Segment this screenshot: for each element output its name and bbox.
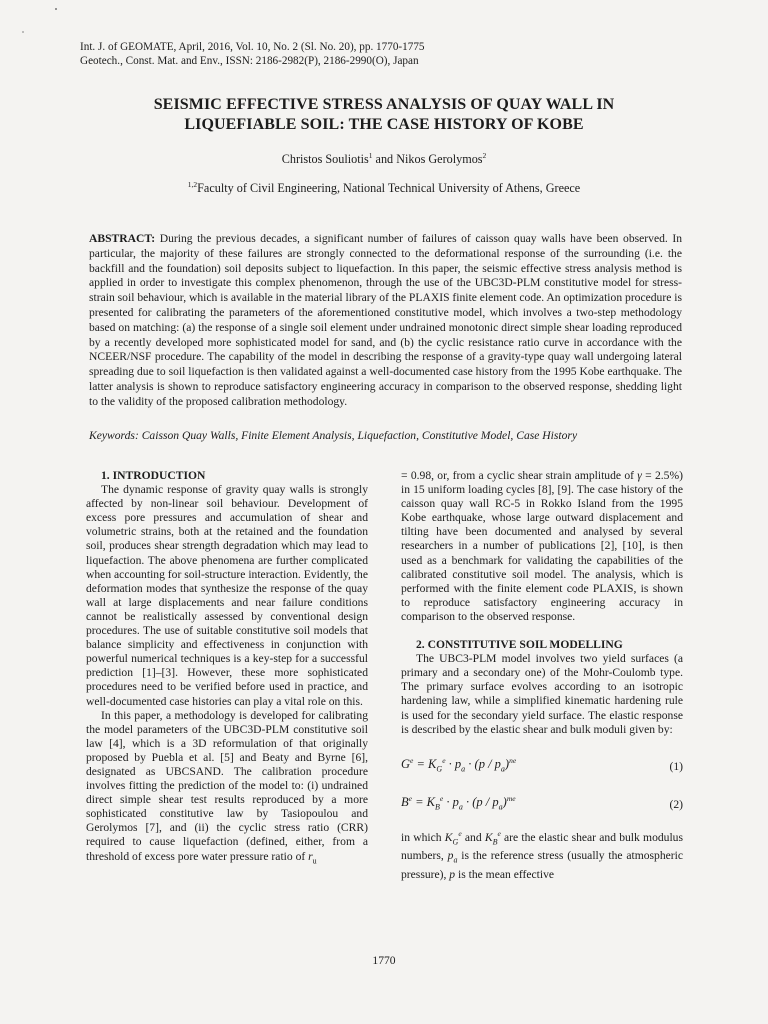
equation-2 xyxy=(401,791,683,819)
equation-2-formula: $B^e = K_B^e \cdot p_a \cdot (p / p_a)^{me}$ xyxy=(401,793,516,812)
author-superscript: 1 xyxy=(368,150,373,160)
author-name: Nikos Gerolymos xyxy=(396,152,483,166)
section-heading-constitutive-modelling: 2. CONSTITUTIVE SOIL MODELLING xyxy=(416,638,623,652)
scan-speck xyxy=(55,8,57,10)
paper-title-line1: SEISMIC EFFECTIVE STRESS ANALYSIS OF QUAY WALL IN xyxy=(153,96,615,113)
abstract xyxy=(89,232,682,410)
affiliation-text: Faculty of Civil Engineering, National Technical University of Athens, Greece xyxy=(197,181,581,195)
paper-title-line2: LIQUEFIABLE SOIL: THE CASE HISTORY OF KOBE xyxy=(184,116,584,133)
author-superscript: 2 xyxy=(482,150,487,160)
author-conjunction: and xyxy=(372,152,397,166)
abstract-text: During the previous decades, a significant number of failures of caisson quay walls have been observed. In particular, the majority of these failures are strongly connected to the deformational response of the surrounding (i.e. the backfill and the foundation) soil deposits subject to liquefaction. In this paper, the seismic effective stress analysis method is applied in order to investigate this complex phenomenon, through the use of the UBC3D-PLM constitutive model for stress-strain soil behaviour, which is available in the material library of the PLAXIS finite element code. An optimization procedure is presented for calibrating the parameters of the aforementioned constitutive model, which involves a two-step methodology based on matching: (a) the response of a single soil element under undrained monotonic direct simple shear loading reproduced by a recently developed more sophisticated model for sand, and (b) the cyclic resistance ratio curve in accordance with the NCEER/NSF procedure. The capability of the model in describing the response of a gravity-type quay wall undergoing lateral spreading due to soil liquefaction is then validated against a well-documented case history from the 1995 Kobe earthquake. The latter analysis is shown to reproduce satisfactory engineering accuracy in comparison to the observed response, shedding light to the validity of the proposed calibration methodology. xyxy=(89,232,682,408)
journal-header-line2: Geotech., Const. Mat. and Env., ISSN: 2186-2982(P), 2186-2990(O), Japan xyxy=(80,55,419,67)
introduction-paragraph: The dynamic response of gravity quay walls is strongly affected by non-linear soil behaviour. Development of excess pore pressures and accumulation of shear and volumetric strains, both at the retained and the foundation soil, produces shear strength degradation which may lead to liquefaction. The above phenomena are further complicated when accounting for soil-structure interaction. Evidently, the deformation modes that synthesize the response of the quay wall at large displacements and near failure conditions cannot be realistically assessed by conventional design procedures. The use of suitable constitutive soil models that balance simplicity and effectiveness in conjunction with powerful numerical techniques is a key-step for a successful prediction [1]–[3]. However, these more sophisticated procedures need to be verified before used in practice, and well-documented case histories can play a vital role on this. xyxy=(86,483,368,708)
journal-header-line1: Int. J. of GEOMATE, April, 2016, Vol. 10, No. 2 (Sl. No. 20), pp. 1770-1775 xyxy=(80,41,425,53)
affiliation-superscript: 1,2 xyxy=(187,179,198,189)
modelling-paragraph: The UBC3-PLM model involves two yield surfaces (a primary and a secondary one) of the Mohr-Coulomb type. The primary surface evolves according to an isotropic hardening law, while a simplified kinematic hardening rule is used for the secondary yield surface. The elastic response is described by the elastic shear and bulk moduli given by: xyxy=(401,652,683,736)
introduction-continuation xyxy=(401,469,683,624)
paragraph-text: is the mean effective xyxy=(455,867,555,881)
paragraph-text: is the reference stress (usually the atmospheric pressure), xyxy=(401,849,684,881)
pore-pressure-ratio-subscript: u xyxy=(312,855,317,865)
modelling-paragraph-continued: in which $K_G^e$ and $K_B^e$ are the elastic shear and bulk modulus numbers, $p_a$ is the reference stress (usually the atmospheric pressure), p is the mean effective xyxy=(401,828,684,881)
affiliation xyxy=(0,181,768,196)
author-line xyxy=(0,152,768,167)
shear-strain-symbol: γ xyxy=(637,469,642,482)
equation-1 xyxy=(401,753,683,781)
paragraph-text: = 2.5%) in 15 uniform loading cycles [8], [9]. The case history of the caisson quay wall RC-5 in Rokko Island from the 1995 Kobe earthquake, whose large outward displacement and tilting have been documented and analysed by several researchers in a number of publications [2], [10], is then used as a benchmark for validating the capabilities of the calibrated constitutive soil model. The analysis, which is performed with the finite element code PLAXIS, is shown to reproduce satisfactory engineering accuracy in comparison to the observed response. xyxy=(401,469,683,623)
equation-2-number: (2) xyxy=(669,797,683,811)
equation-1-formula: $G^e = K_G^e \cdot p_a \cdot (p / p_a)^{ne}$ xyxy=(401,755,517,774)
author-name: Christos Souliotis xyxy=(281,152,369,166)
page-number: 1770 xyxy=(372,954,396,967)
scan-speck xyxy=(22,31,24,33)
equation-1-number: (1) xyxy=(669,759,683,773)
left-column xyxy=(86,469,368,868)
right-column xyxy=(401,469,683,882)
paragraph-text: and xyxy=(461,830,485,844)
paragraph-text: In this paper, a methodology is developed for calibrating the model parameters of the UBC3D-PLM constitutive soil law [4], which is a 3D reformulation of that originally proposed by Puebla et al. [5] and Beaty and Byrne [6], designated as UBCSAND. The calibration procedure involves fitting the prediction of the model to: (i) undrained direct simple shear test results reproduced by a more sophisticated constitutive law by Tasiopoulou and Gerolymos [7], and (ii) the cyclic stress ratio (CRR) required to cause liquefaction (defined, either, from a threshold of excess pore water pressure ratio of xyxy=(86,708,368,863)
journal-header xyxy=(80,40,700,68)
pore-pressure-ratio-symbol: r xyxy=(308,849,313,863)
paragraph-text: in which xyxy=(401,830,445,844)
keywords: Keywords: Caisson Quay Walls, Finite Element Analysis, Liquefaction, Constitutive Model, Case History xyxy=(89,429,578,442)
paragraph-text: are the elastic shear and bulk modulus numbers, xyxy=(401,830,683,863)
paper-title xyxy=(60,95,708,135)
abstract-label: ABSTRACT: xyxy=(89,232,156,245)
paragraph-text: = 0.98, or, from a cyclic shear strain amplitude of xyxy=(401,469,638,482)
introduction-paragraph xyxy=(86,709,368,868)
section-heading-introduction: 1. INTRODUCTION xyxy=(101,469,206,482)
